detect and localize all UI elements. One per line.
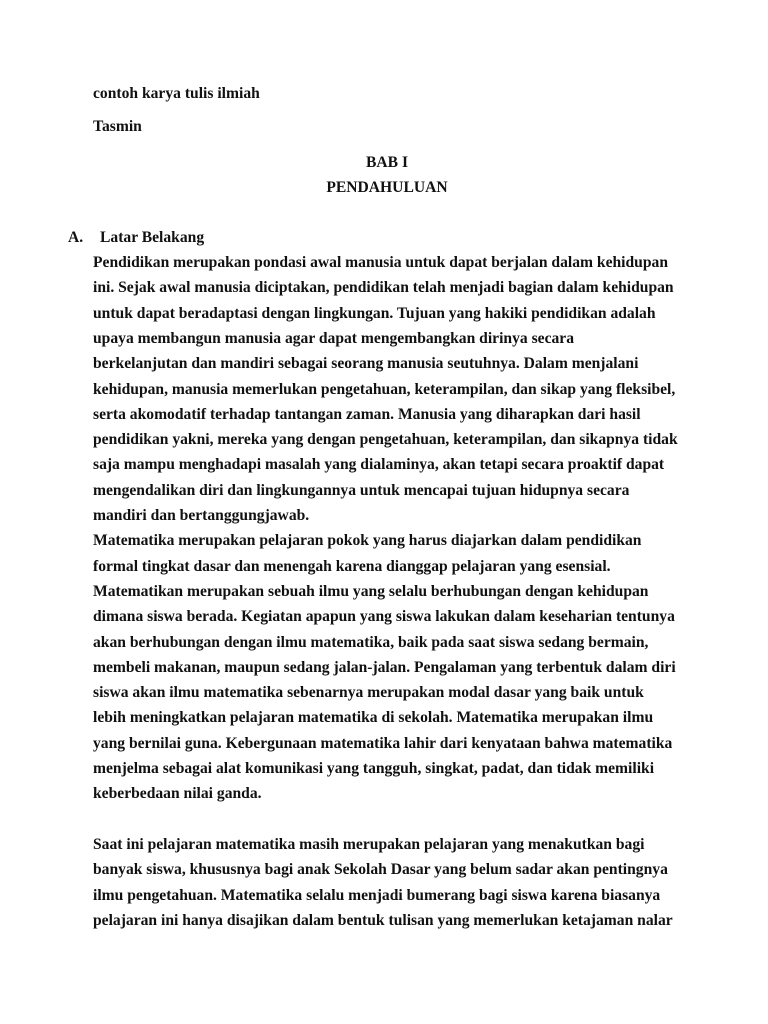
body-line: yang bernilai guna. Kebergunaan matematika lahir dari kenyataan bahwa matematika bbox=[93, 734, 673, 752]
body-line: berkelanjutan dan mandiri sebagai seorang manusia seutuhnya. Dalam menjalani bbox=[93, 355, 639, 373]
body-line: pendidikan yakni, mereka yang dengan pengetahuan, keterampilan, dan sikapnya tidak bbox=[93, 431, 678, 449]
body-line: akan berhubungan dengan ilmu matematika, baik pada saat siswa sedang bermain, bbox=[93, 633, 649, 651]
body-line: saja mampu menghadapi masalah yang dialaminya, akan tetapi secara proaktif dapat bbox=[93, 456, 665, 474]
body-line: Matematika merupakan pelajaran pokok yang harus diajarkan dalam pendidikan bbox=[93, 532, 642, 550]
body-line: formal tingkat dasar dan menengah karena dianggap pelajaran yang esensial. bbox=[93, 557, 611, 575]
body-line: banyak siswa, khususnya bagi anak Sekolah Dasar yang belum sadar akan pentingnya bbox=[93, 861, 668, 879]
body-line: Saat ini pelajaran matematika masih merupakan pelajaran yang menakutkan bagi bbox=[93, 835, 645, 853]
body-line: ini. Sejak awal manusia diciptakan, pendidikan telah menjadi bagian dalam kehidupan bbox=[93, 279, 674, 297]
body-line: keberbedaan nilai ganda. bbox=[93, 785, 262, 803]
section-number: A. bbox=[68, 229, 84, 246]
document-title: contoh karya tulis ilmiah bbox=[93, 85, 260, 102]
body-line: upaya membangun manusia agar dapat mengembangkan dirinya secara bbox=[93, 329, 575, 347]
section-title: Latar Belakang bbox=[100, 229, 205, 246]
body-line: dimana siswa berada. Kegiatan apapun yang siswa lakukan dalam keseharian tentunya bbox=[93, 608, 675, 626]
body-line: siswa akan ilmu matematika sebenarnya merupakan modal dasar yang baik untuk bbox=[93, 684, 644, 702]
body-line: lebih meningkatkan pelajaran matematika di sekolah. Matematika merupakan ilmu bbox=[93, 709, 654, 727]
body-line: ilmu pengetahuan. Matematika selalu menjadi bumerang bagi siswa karena biasanya bbox=[93, 886, 661, 904]
body-line: Pendidikan merupakan pondasi awal manusia untuk dapat berjalan dalam kehidupan bbox=[93, 254, 668, 271]
chapter-title: PENDAHULUAN bbox=[326, 179, 448, 196]
body-line: Matematikan merupakan sebuah ilmu yang selalu berhubungan dengan kehidupan bbox=[93, 582, 649, 600]
body-line: untuk dapat beradaptasi dengan lingkungan. Tujuan yang hakiki pendidikan adalah bbox=[93, 304, 656, 322]
chapter-heading: BAB I bbox=[365, 154, 409, 171]
author-name: Tasmin bbox=[93, 118, 142, 135]
body-line: mengendalikan diri dan lingkungannya untuk mencapai tujuan hidupnya secara bbox=[93, 481, 630, 499]
body-line: kehidupan, manusia memerlukan pengetahuan, keterampilan, dan sikap yang fleksibel, bbox=[93, 380, 676, 398]
body-line: membeli makanan, maupun sedang jalan-jalan. Pengalaman yang terbentuk dalam diri bbox=[93, 658, 676, 676]
body-line: serta akomodatif terhadap tantangan zaman. Manusia yang diharapkan dari hasil bbox=[93, 405, 641, 423]
body-line: menjelma sebagai alat komunikasi yang tangguh, singkat, padat, dan tidak memiliki bbox=[93, 760, 655, 777]
body-line: pelajaran ini hanya disajikan dalam bentuk tulisan yang memerlukan ketajaman nalar bbox=[93, 911, 673, 929]
body-line: mandiri dan bertanggungjawab. bbox=[93, 507, 310, 524]
